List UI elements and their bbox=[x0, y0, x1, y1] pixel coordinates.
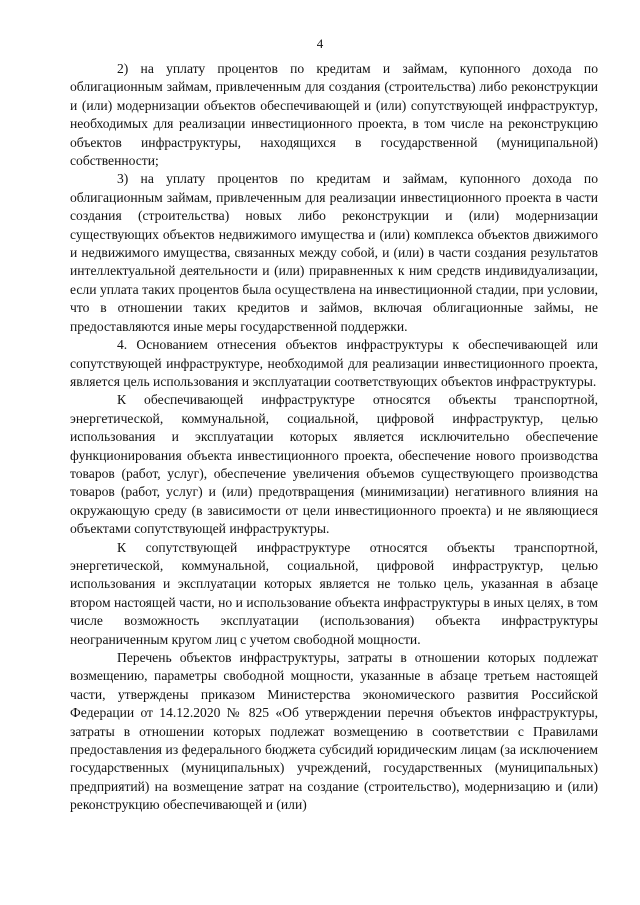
document-body bbox=[70, 60, 598, 815]
paragraph-part-4: 4. Основанием отнесения объектов инфраструктуры к обеспечивающей или сопутствующей инфраструктуре, необходимой для реализации инвестиционного проекта, является цель использования и эксплуатации соответствующих объектов инфраструктуры. bbox=[70, 337, 598, 389]
paragraph-item-2: 2) на уплату процентов по кредитам и займам, купонного дохода по облигационным займам, привлеченным для создания (строительства) либо реконструкции и (или) модернизации объектов обеспечивающей и (или) сопутствующей инфраструктур, необходимых для реализации инвестиционного проекта, в том числе на реконструкцию объектов инфраструктуры, находящихся в государственной (муниципальной) собственности; bbox=[70, 61, 598, 169]
paragraph-accompanying-infrastructure: К сопутствующей инфраструктуре относятся объекты транспортной, энергетической, коммунальной, социальной, цифровой инфраструктур, целью использования и эксплуатации которых является не только цель, указанная в абзаце втором настоящей части, но и использование объекта инфраструктуры в иных целях, в том числе возможность эксплуатации (использования) объекта инфраструктуры неограниченным кругом лиц с учетом свободной мощности. bbox=[70, 539, 598, 647]
paragraph-infrastructure-list: Перечень объектов инфраструктуры, затраты в отношении которых подлежат возмещению, параметры свободной мощности, указанные в абзаце третьем настоящей части, утверждены приказом Министерства экономического развития Российской Федерации от 14.12.2020 № 825 «Об утверждении перечня объектов инфраструктуры, затраты в отношении которых подлежат возмещению в соответствии с Правилами предоставления из федерального бюджета субсидий юридическим лицам (за исключением государственных (муниципальных) учреждений, государственных (муниципальных) предприятий) на возмещение затрат на создание (строительство), модернизацию и (или) реконструкцию обеспечивающей и (или) bbox=[70, 650, 598, 813]
page-number: 4 bbox=[316, 36, 324, 51]
paragraph-supporting-infrastructure: К обеспечивающей инфраструктуре относятся объекты транспортной, энергетической, коммунальной, социальной, цифровой инфраструктур, целью использования и эксплуатации которых является исключительно обеспечение функционирования объекта инвестиционного проекта, обеспечение нового производства товаров (работ, услуг), обеспечение увеличения объемов существующего производства товаров (работ, услуг) и (или) предотвращения (минимизации) негативного влияния на окружающую среду (в зависимости от цели инвестиционного проекта) и не являющиеся объектами сопутствующей инфраструктуры. bbox=[70, 392, 598, 537]
paragraph-item-3: 3) на уплату процентов по кредитам и займам, купонного дохода по облигационным займам, привлеченным для реализации инвестиционного проекта в части создания (строительства) новых либо реконструкции и (или) модернизации существующих объектов недвижимого имущества и (или) комплекса объектов движимого и недвижимого имущества, связанных между собой, и (или) в части создания результатов интеллектуальной деятельности и (или) приравненных к ним средств индивидуализации, если уплата таких процентов была осуществлена на инвестиционной стадии, при условии, что в отношении таких кредитов и займов, включая облигационные займы, не предоставляются иные меры государственной поддержки. bbox=[70, 171, 598, 334]
